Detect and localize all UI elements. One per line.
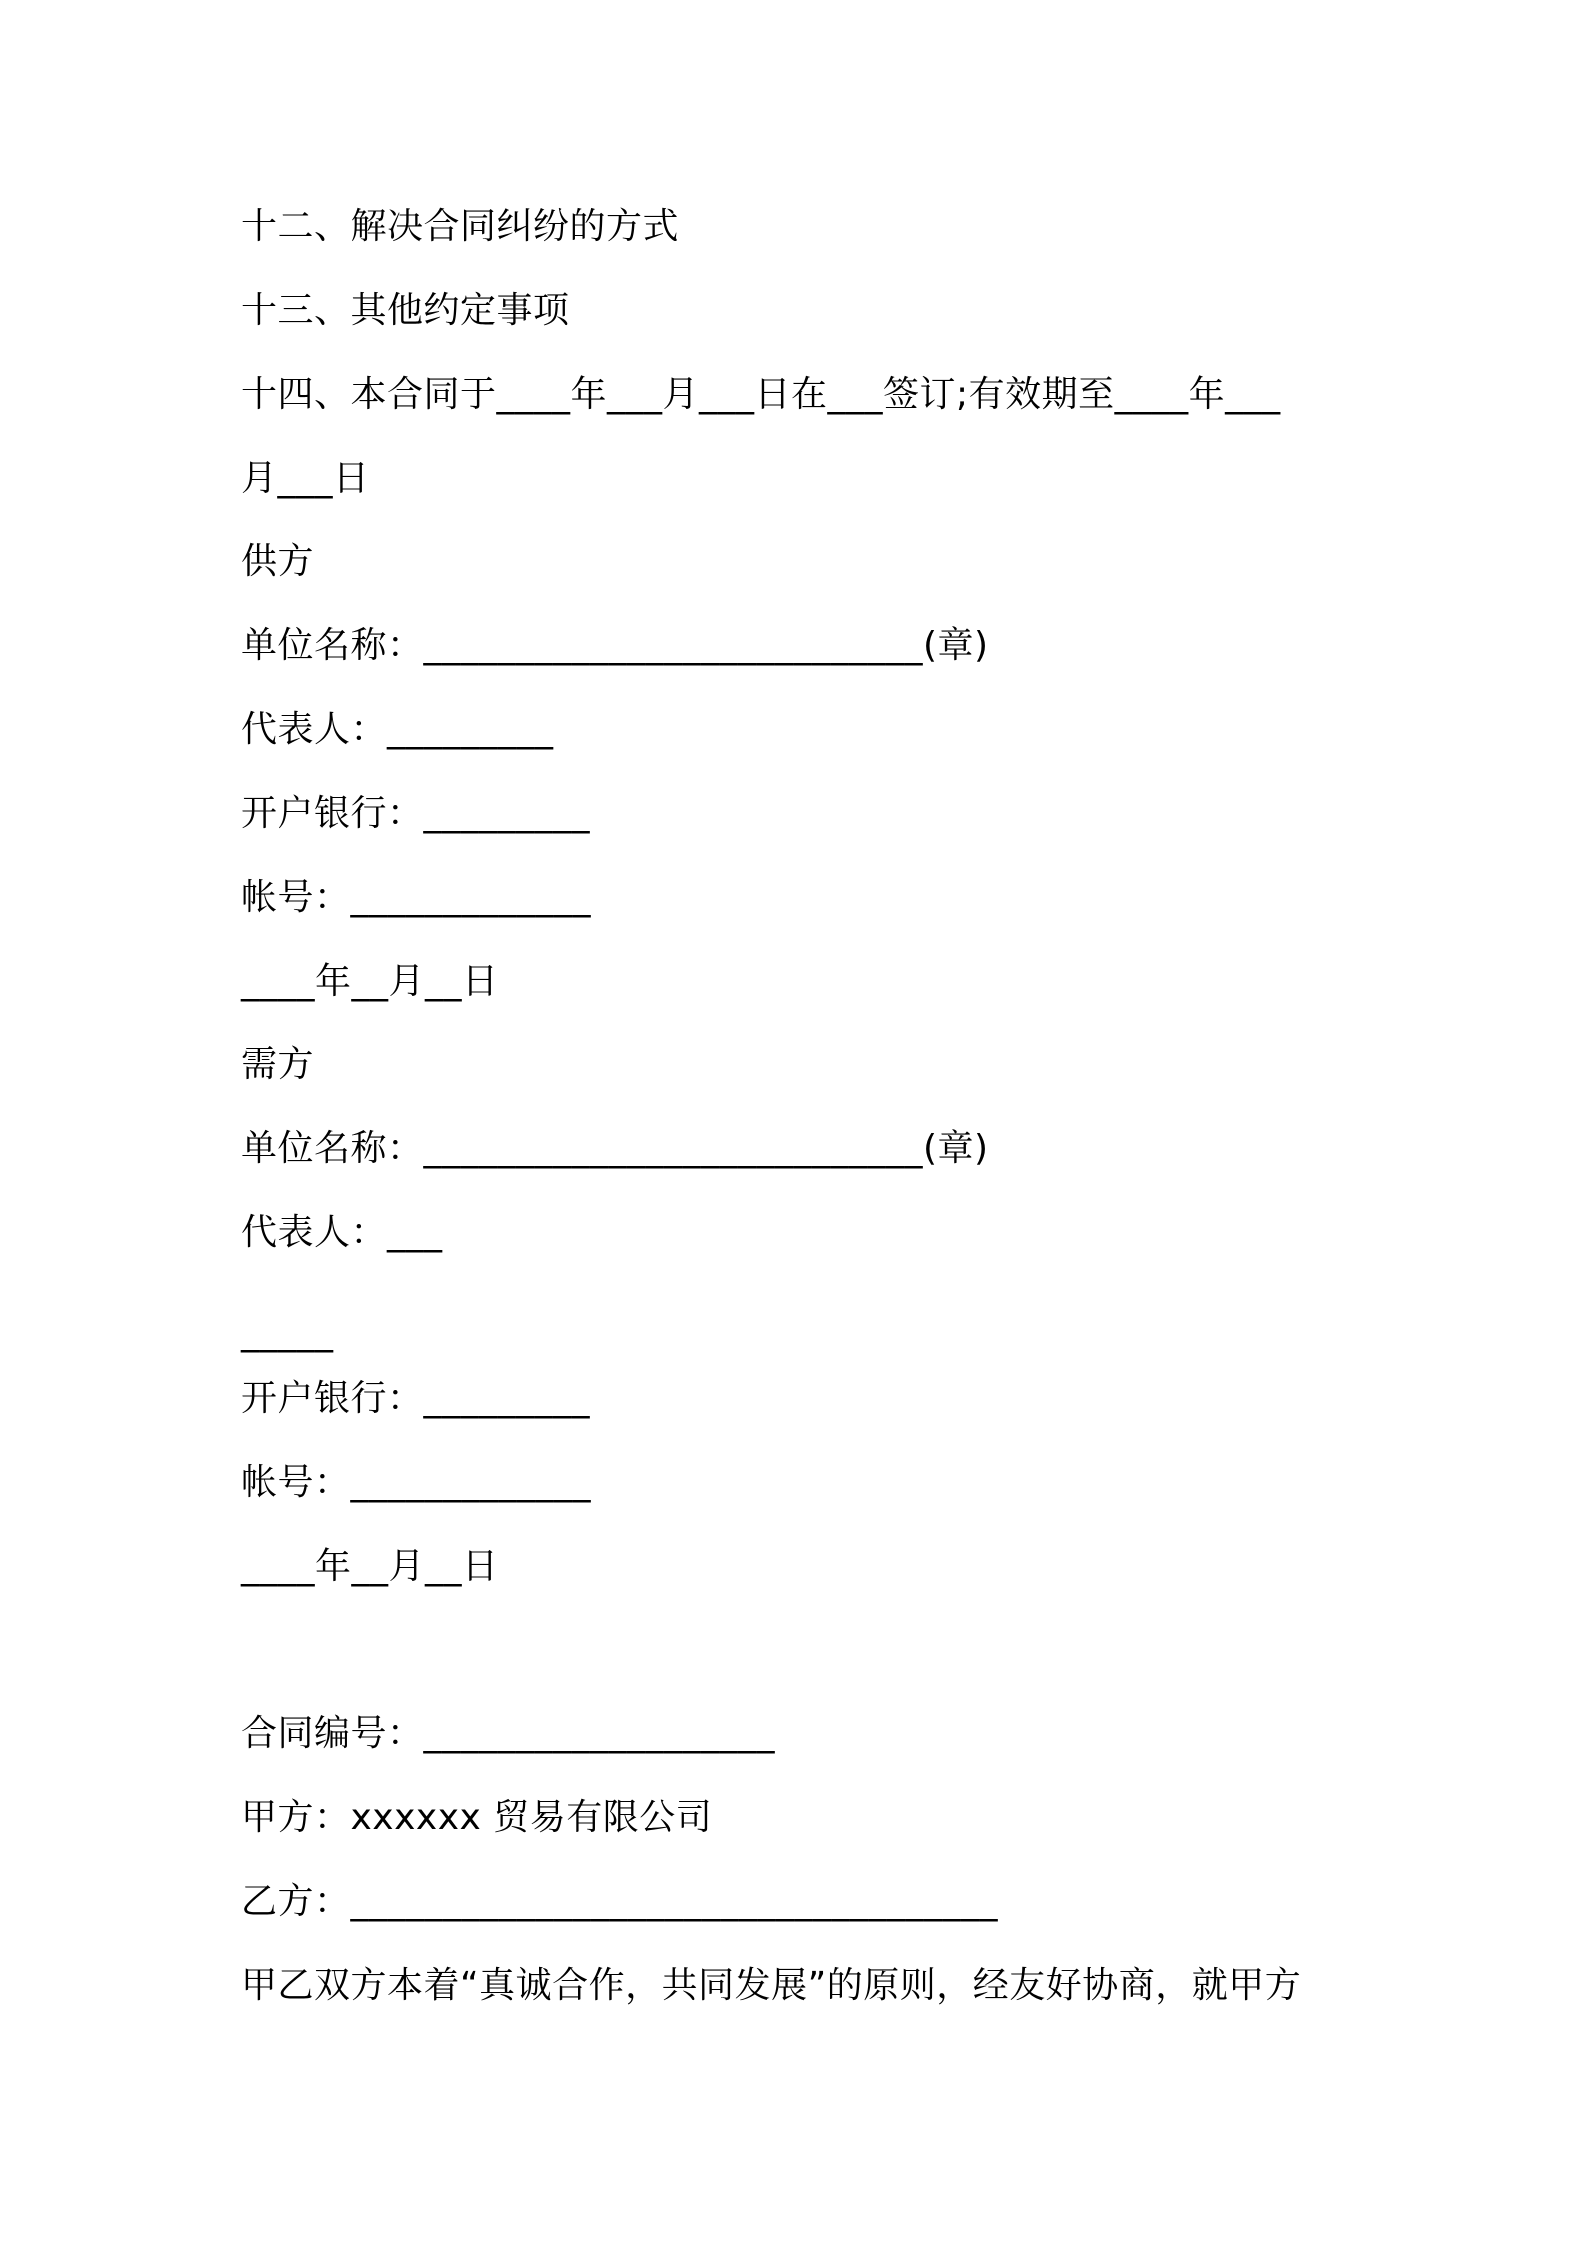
buyer-date-field: ____年__月__日 bbox=[241, 1546, 499, 1587]
buyer-representative-field-continued: _____ bbox=[241, 1312, 334, 1353]
contract-preamble: 甲乙双方本着“真诚合作，共同发展”的原则，经友好协商，就甲方 bbox=[241, 1965, 1302, 2006]
supplier-heading: 供方 bbox=[241, 541, 315, 582]
supplier-representative-field: 代表人：_________ bbox=[241, 709, 554, 750]
party-b-field: 乙方：___________________________________ bbox=[241, 1881, 999, 1922]
clause-12-heading: 十二、解决合同纠纷的方式 bbox=[241, 206, 680, 247]
supplier-account-field: 帐号：_____________ bbox=[241, 877, 592, 918]
buyer-bank-field: 开户银行：_________ bbox=[241, 1378, 591, 1419]
contract-number-field: 合同编号：___________________ bbox=[241, 1713, 776, 1754]
buyer-heading: 需方 bbox=[241, 1044, 315, 1085]
buyer-company-name-field: 单位名称：___________________________(章) bbox=[241, 1128, 989, 1169]
supplier-company-name-field: 单位名称：___________________________(章) bbox=[241, 625, 989, 666]
clause-14-text: 十四、本合同于____年___月___日在___签订;有效期至____年___ bbox=[241, 374, 1281, 415]
clause-14-text-continued: 月___日 bbox=[241, 458, 370, 499]
party-a-field: 甲方：xxxxxx 贸易有限公司 bbox=[241, 1797, 713, 1838]
buyer-representative-field: 代表人：___ bbox=[241, 1212, 443, 1253]
supplier-bank-field: 开户银行：_________ bbox=[241, 793, 591, 834]
buyer-account-field: 帐号：_____________ bbox=[241, 1462, 592, 1503]
supplier-date-field: ____年__月__日 bbox=[241, 961, 499, 1002]
clause-13-heading: 十三、其他约定事项 bbox=[241, 290, 570, 331]
